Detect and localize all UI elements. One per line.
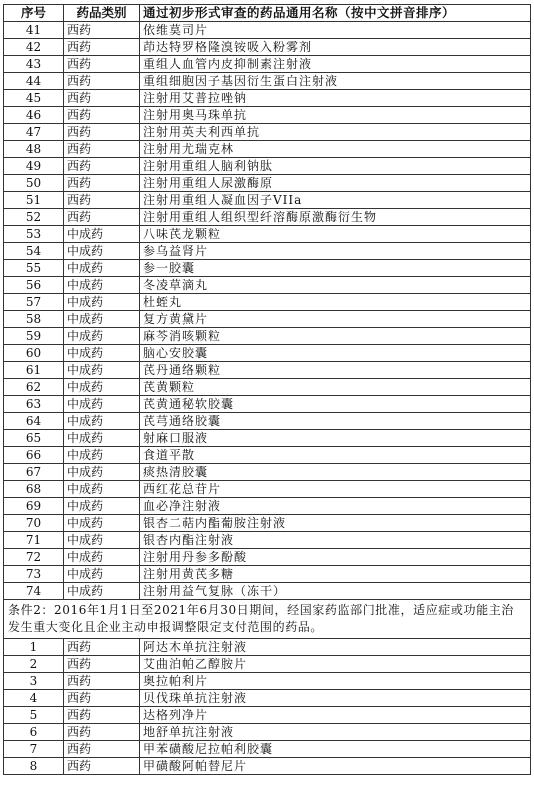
table-row — [4, 141, 531, 158]
row-drug-name: 芪丹通络颗粒 — [140, 362, 531, 379]
row-drug-name: 八味芪龙颗粒 — [140, 226, 531, 243]
condition2-row — [4, 600, 531, 639]
row-drug-name: 芪芎通络胶囊 — [140, 413, 531, 430]
row-drug-name: 芪黄颗粒 — [140, 379, 531, 396]
row-number: 54 — [4, 243, 64, 260]
condition2-text: 条件2：2016年1月1日至2021年6月30日期间，经国家药监部门批准，适应症或功能主治发生重大变化且企业主动申报调整限定支付范围的药品。 — [4, 600, 531, 639]
table-row — [4, 192, 531, 209]
row-category: 西药 — [64, 73, 140, 90]
row-category: 中成药 — [64, 515, 140, 532]
row-category: 中成药 — [64, 566, 140, 583]
row-drug-name: 达格列净片 — [140, 707, 531, 724]
header-number: 序号 — [4, 5, 64, 22]
row-category: 西药 — [64, 758, 140, 775]
row-category: 中成药 — [64, 362, 140, 379]
row-number: 43 — [4, 56, 64, 73]
row-number: 64 — [4, 413, 64, 430]
row-drug-name: 冬凌草滴丸 — [140, 277, 531, 294]
table-row — [4, 124, 531, 141]
row-drug-name: 银杏内酯注射液 — [140, 532, 531, 549]
row-category: 西药 — [64, 639, 140, 656]
table-row — [4, 175, 531, 192]
table-row — [4, 328, 531, 345]
row-drug-name: 射麻口服液 — [140, 430, 531, 447]
row-number: 74 — [4, 583, 64, 600]
row-category: 西药 — [64, 56, 140, 73]
table-row — [4, 277, 531, 294]
row-category: 中成药 — [64, 311, 140, 328]
row-drug-name: 食道平散 — [140, 447, 531, 464]
row-number: 53 — [4, 226, 64, 243]
table-row — [4, 73, 531, 90]
row-number: 7 — [4, 741, 64, 758]
row-number: 57 — [4, 294, 64, 311]
table-row — [4, 158, 531, 175]
row-category: 中成药 — [64, 447, 140, 464]
row-drug-name: 艾曲泊帕乙醇胺片 — [140, 656, 531, 673]
row-category: 中成药 — [64, 226, 140, 243]
row-category: 中成药 — [64, 583, 140, 600]
row-drug-name: 麻芩消咳颗粒 — [140, 328, 531, 345]
row-drug-name: 参一胶囊 — [140, 260, 531, 277]
row-category: 西药 — [64, 724, 140, 741]
table-row — [4, 226, 531, 243]
table-row — [4, 22, 531, 39]
table-row — [4, 56, 531, 73]
table-row — [4, 243, 531, 260]
row-number: 70 — [4, 515, 64, 532]
row-number: 48 — [4, 141, 64, 158]
table-row — [4, 690, 531, 707]
row-number: 63 — [4, 396, 64, 413]
row-number: 50 — [4, 175, 64, 192]
row-category: 西药 — [64, 707, 140, 724]
row-number: 67 — [4, 464, 64, 481]
row-drug-name: 甲磺酸阿帕替尼片 — [140, 758, 531, 775]
row-drug-name: 注射用重组人尿激酶原 — [140, 175, 531, 192]
row-category: 西药 — [64, 141, 140, 158]
row-category: 中成药 — [64, 549, 140, 566]
row-number: 68 — [4, 481, 64, 498]
row-drug-name: 注射用黄芪多糖 — [140, 566, 531, 583]
row-category: 西药 — [64, 22, 140, 39]
row-drug-name: 芪黄通秘软胶囊 — [140, 396, 531, 413]
row-category: 中成药 — [64, 430, 140, 447]
header-category: 药品类别 — [64, 5, 140, 22]
table-row — [4, 656, 531, 673]
row-category: 中成药 — [64, 345, 140, 362]
table-row — [4, 639, 531, 656]
table-row — [4, 673, 531, 690]
row-drug-name: 注射用丹参多酚酸 — [140, 549, 531, 566]
table-row — [4, 724, 531, 741]
row-drug-name: 奥拉帕利片 — [140, 673, 531, 690]
table-body-condition2 — [4, 639, 531, 775]
row-number: 69 — [4, 498, 64, 515]
row-category: 中成药 — [64, 498, 140, 515]
row-drug-name: 痰热清胶囊 — [140, 464, 531, 481]
row-number: 5 — [4, 707, 64, 724]
row-drug-name: 杜蛭丸 — [140, 294, 531, 311]
row-category: 中成药 — [64, 328, 140, 345]
table-row — [4, 515, 531, 532]
table-row — [4, 464, 531, 481]
table-body-condition1 — [4, 22, 531, 600]
row-drug-name: 参乌益肾片 — [140, 243, 531, 260]
row-number: 71 — [4, 532, 64, 549]
row-drug-name: 地舒单抗注射液 — [140, 724, 531, 741]
row-number: 42 — [4, 39, 64, 56]
row-number: 60 — [4, 345, 64, 362]
table-row — [4, 447, 531, 464]
row-drug-name: 复方黄黛片 — [140, 311, 531, 328]
table-row — [4, 566, 531, 583]
row-category: 西药 — [64, 192, 140, 209]
table-row — [4, 260, 531, 277]
row-category: 西药 — [64, 175, 140, 192]
row-drug-name: 茚达特罗格隆溴铵吸入粉雾剂 — [140, 39, 531, 56]
row-category: 中成药 — [64, 396, 140, 413]
row-number: 62 — [4, 379, 64, 396]
table-row — [4, 209, 531, 226]
table-row — [4, 90, 531, 107]
table-row — [4, 413, 531, 430]
row-drug-name: 注射用艾普拉唑钠 — [140, 90, 531, 107]
row-drug-name: 血必净注射液 — [140, 498, 531, 515]
row-category: 西药 — [64, 90, 140, 107]
row-number: 61 — [4, 362, 64, 379]
row-drug-name: 银杏二萜内酯葡胺注射液 — [140, 515, 531, 532]
row-category: 中成药 — [64, 464, 140, 481]
condition2-section — [4, 600, 531, 639]
row-drug-name: 注射用益气复脉（冻干） — [140, 583, 531, 600]
row-category: 中成药 — [64, 277, 140, 294]
row-category: 中成药 — [64, 413, 140, 430]
row-number: 51 — [4, 192, 64, 209]
row-category: 西药 — [64, 673, 140, 690]
table-row — [4, 481, 531, 498]
table-row — [4, 311, 531, 328]
row-number: 65 — [4, 430, 64, 447]
row-number: 1 — [4, 639, 64, 656]
row-category: 西药 — [64, 690, 140, 707]
row-drug-name: 脑心安胶囊 — [140, 345, 531, 362]
row-drug-name: 甲苯磺酸尼拉帕利胶囊 — [140, 741, 531, 758]
row-category: 西药 — [64, 741, 140, 758]
table-row — [4, 741, 531, 758]
row-drug-name: 依维莫司片 — [140, 22, 531, 39]
table-header-row — [4, 5, 531, 22]
row-number: 59 — [4, 328, 64, 345]
table-row — [4, 396, 531, 413]
table-row — [4, 107, 531, 124]
row-category: 西药 — [64, 158, 140, 175]
row-drug-name: 西红花总苷片 — [140, 481, 531, 498]
row-number: 55 — [4, 260, 64, 277]
row-drug-name: 重组人血管内皮抑制素注射液 — [140, 56, 531, 73]
table-row — [4, 498, 531, 515]
row-number: 66 — [4, 447, 64, 464]
table-row — [4, 430, 531, 447]
row-number: 44 — [4, 73, 64, 90]
row-number: 8 — [4, 758, 64, 775]
row-category: 西药 — [64, 209, 140, 226]
table-row — [4, 294, 531, 311]
row-number: 73 — [4, 566, 64, 583]
row-category: 西药 — [64, 656, 140, 673]
table-row — [4, 362, 531, 379]
header-drug-name: 通过初步形式审查的药品通用名称（按中文拼音排序） — [140, 5, 531, 22]
row-number: 46 — [4, 107, 64, 124]
row-category: 中成药 — [64, 481, 140, 498]
row-category: 中成药 — [64, 294, 140, 311]
row-number: 49 — [4, 158, 64, 175]
row-drug-name: 注射用重组人组织型纤溶酶原激酶衍生物 — [140, 209, 531, 226]
row-category: 中成药 — [64, 379, 140, 396]
table-row — [4, 758, 531, 775]
row-number: 2 — [4, 656, 64, 673]
row-drug-name: 重组细胞因子基因衍生蛋白注射液 — [140, 73, 531, 90]
row-number: 45 — [4, 90, 64, 107]
row-drug-name: 注射用英夫利西单抗 — [140, 124, 531, 141]
row-number: 4 — [4, 690, 64, 707]
row-number: 47 — [4, 124, 64, 141]
row-drug-name: 注射用奥马珠单抗 — [140, 107, 531, 124]
row-category: 西药 — [64, 124, 140, 141]
row-number: 56 — [4, 277, 64, 294]
row-category: 中成药 — [64, 243, 140, 260]
row-drug-name: 注射用重组人脑利钠肽 — [140, 158, 531, 175]
row-category: 中成药 — [64, 532, 140, 549]
row-category: 西药 — [64, 39, 140, 56]
row-number: 72 — [4, 549, 64, 566]
table-row — [4, 379, 531, 396]
table-row — [4, 532, 531, 549]
row-number: 41 — [4, 22, 64, 39]
table-row — [4, 707, 531, 724]
row-number: 52 — [4, 209, 64, 226]
row-number: 3 — [4, 673, 64, 690]
table-row — [4, 549, 531, 566]
table-row — [4, 583, 531, 600]
row-drug-name: 注射用尤瑞克林 — [140, 141, 531, 158]
row-category: 中成药 — [64, 260, 140, 277]
row-drug-name: 注射用重组人凝血因子VIIa — [140, 192, 531, 209]
row-category: 西药 — [64, 107, 140, 124]
row-drug-name: 贝伐珠单抗注射液 — [140, 690, 531, 707]
row-number: 6 — [4, 724, 64, 741]
table-row — [4, 345, 531, 362]
row-number: 58 — [4, 311, 64, 328]
drug-list-table — [3, 4, 531, 775]
row-drug-name: 阿达木单抗注射液 — [140, 639, 531, 656]
table-row — [4, 39, 531, 56]
